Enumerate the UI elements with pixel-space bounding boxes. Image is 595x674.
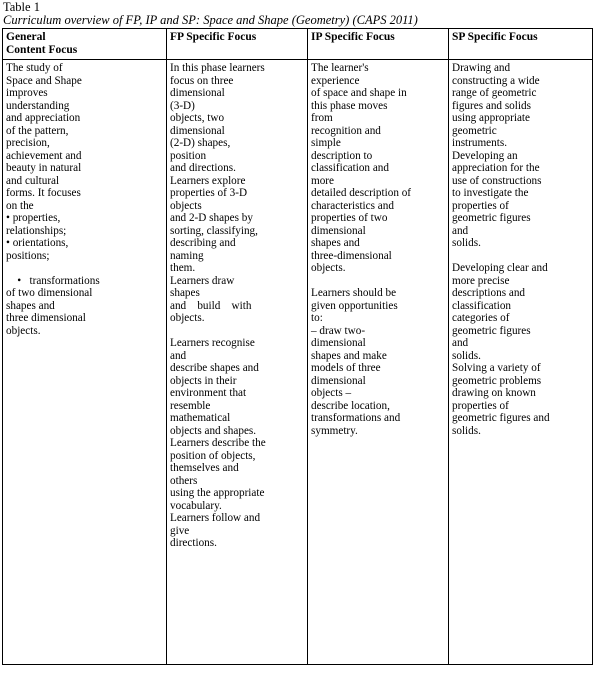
cell-sp-specific-focus: Drawing and constructing a wide range of geometric figures and solids using appropriate geometric instruments. Developing an appreciation for the use of constructions to investigate the properties of geometric figures and solids. Developing clear and more precise descriptions and classification categories of geometric figures and solids. Solving a variety of geometric problems drawing on known properties of geometric figures and solids. [449, 60, 593, 665]
header-sp-specific-focus: SP Specific Focus [449, 29, 593, 60]
header-general-content-focus: General Content Focus [3, 29, 167, 60]
table-header-row [3, 29, 593, 60]
cell-ip-specific-focus: The learner's experience of space and shape in this phase moves from recognition and simple description to classification and more detailed description of characteristics and properties of two dimensional shapes and three-dimensional objects. Learners should be given opportunities to: – draw two- dimensional shapes and make models of three dimensional objects – describe location, transformations and symmetry. [308, 60, 449, 665]
cell-general-content-focus: The study of Space and Shape improves understanding and appreciation of the pattern, precision, achievement and beauty in natural and cultural forms. It focuses on the • properties, relationships; • orientations, positions; • transformations of two dimensional shapes and three dimensional objects. [3, 60, 167, 665]
table-row [3, 60, 593, 665]
cell-fp-specific-focus: In this phase learners focus on three dimensional (3-D) objects, two dimensional (2-D) shapes, position and directions. Learners explore properties of 3-D objects and 2-D shapes by sorting, classifying, describing and naming them. Learners draw shapes and build with objects. Learners recognise and describe shapes and objects in their environment that resemble mathematical objects and shapes. Learners describe the position of objects, themselves and others using the appropriate vocabulary. Learners follow and give directions. [167, 60, 308, 665]
curriculum-table [2, 28, 593, 665]
header-fp-specific-focus: FP Specific Focus [167, 29, 308, 60]
header-ip-specific-focus: IP Specific Focus [308, 29, 449, 60]
table-label: Table 1 [3, 0, 40, 14]
table-title: Curriculum overview of FP, IP and SP: Space and Shape (Geometry) (CAPS 2011) [3, 13, 418, 27]
